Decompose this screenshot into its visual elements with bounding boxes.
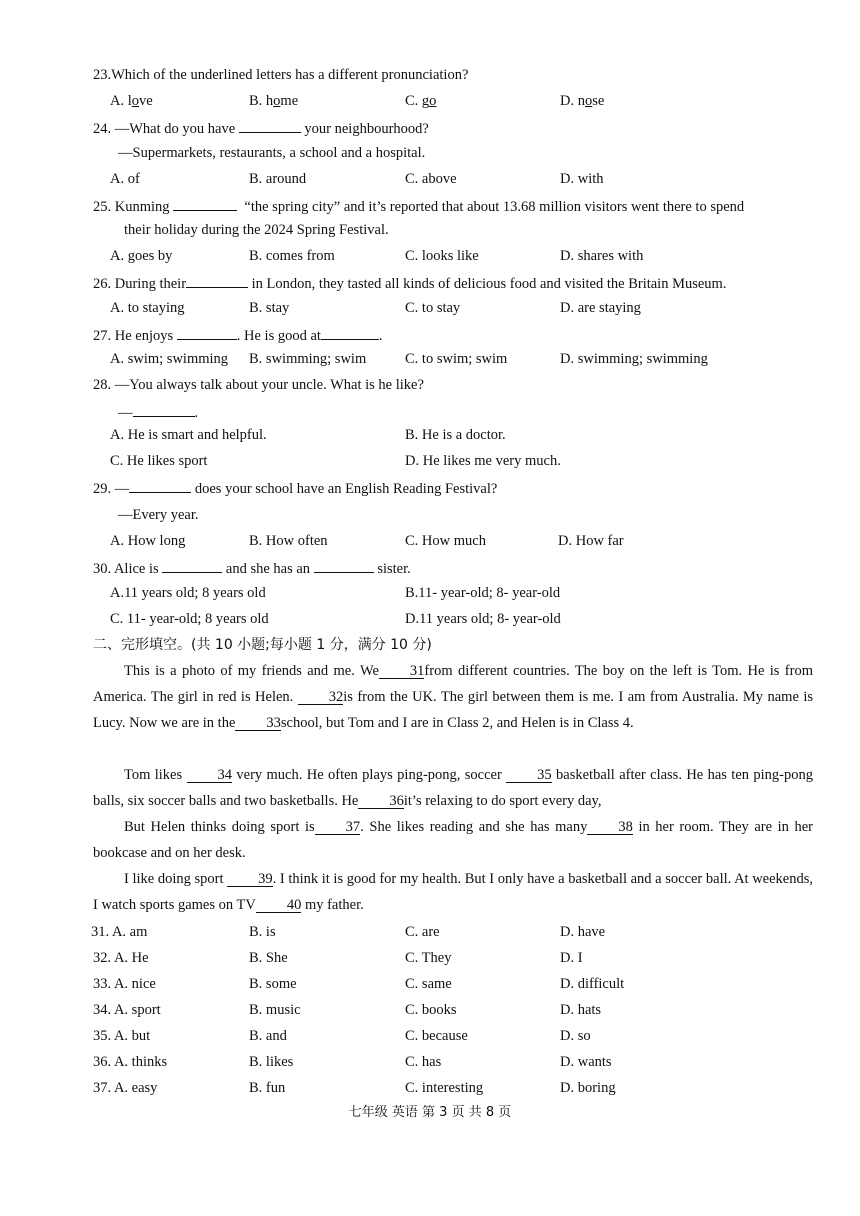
question-25-stem: 25. Kunming “the spring city” and it’s reported that about 13.68 million visitors went there to spend [93,196,744,216]
blank-34: 34 [187,768,233,783]
answer-blank [186,273,248,288]
cloze-32-option-c: C. They [405,950,452,966]
cloze-31-option-c: C. are [405,924,440,940]
cloze-37-option-d: D. boring [560,1080,616,1096]
q24-option-a: A. of [110,171,140,187]
cloze-36-option-a: 36. A. thinks [93,1054,168,1070]
cloze-34-option-d: D. hats [560,1002,602,1018]
blank-35: 35 [506,768,552,783]
q25-option-c: C. looks like [405,248,479,264]
q23-option-b: B. home [249,93,299,109]
cloze-36-option-c: C. has [405,1054,442,1070]
blank-38: 38 [587,820,633,835]
answer-blank [162,558,222,573]
question-28-stem: 28. —You always talk about your uncle. What is he like? [93,377,424,393]
question-26-stem: 26. During their in London, they tasted all kinds of delicious food and visited the Britain Museum. [93,273,726,293]
q28-option-a: A. He is smart and helpful. [110,427,267,443]
q26-option-d: D. are staying [560,300,641,316]
q25-option-a: A. goes by [110,248,173,264]
cloze-34-option-c: C. books [405,1002,457,1018]
cloze-35-option-d: D. so [560,1028,591,1044]
cloze-37-option-a: 37. A. easy [93,1080,158,1096]
cloze-33-option-c: C. same [405,976,452,992]
cloze-32-option-a: 32. A. He [93,950,149,966]
blank-31: 31 [379,664,425,679]
question-24-reply: —Supermarkets, restaurants, a school and a hospital. [118,145,426,161]
q24-option-b: B. around [249,171,307,187]
page-footer: 七年级 英语 第 3 页 共 8 页 [348,1105,512,1120]
cloze-32-option-b: B. She [249,950,288,966]
question-28-reply: — . [118,402,198,422]
cloze-paragraph-2: Tom likes 34 very much. He often plays ping-pong, soccer 35 basketball after class. He has ten ping-pong balls, six soccer balls and two basketballs. He 36it’s relaxing to do sport every day, [93,767,813,809]
q30-option-b: B.11- year-old; 8- year-old [405,585,561,601]
q27-option-a: A. swim; swimming [110,351,229,367]
blank-36: 36 [358,794,404,809]
question-29-reply: —Every year. [118,507,199,523]
cloze-35-option-c: C. because [405,1028,468,1044]
q29-option-b: B. How often [249,533,328,549]
cloze-paragraph-3: But Helen thinks doing sport is 37. She likes reading and she has many 38 in her room. They are in her bookcase and on her desk. [93,819,814,861]
cloze-36-option-b: B. likes [249,1054,294,1070]
q29-option-c: C. How much [405,533,486,549]
cloze-34-option-a: 34. A. sport [93,1002,161,1018]
q28-option-c: C. He likes sport [110,453,208,469]
cloze-36-option-d: D. wants [560,1054,612,1070]
q23-option-a: A. love [110,93,153,109]
answer-blank [321,325,379,340]
q27-option-b: B. swimming; swim [249,351,367,367]
question-24-stem: 24. —What do you have your neighbourhood? [93,118,429,138]
q24-option-d: D. with [560,171,604,187]
blank-37: 37 [315,820,361,835]
q29-option-d: D. How far [558,533,624,549]
cloze-33-option-b: B. some [249,976,297,992]
q30-option-c: C. 11- year-old; 8 years old [110,611,269,627]
q25-option-b: B. comes from [249,248,335,264]
cloze-31-option-a: 31. A. am [91,924,148,940]
q23-option-c: C. go [405,93,437,109]
answer-blank [239,118,301,133]
question-23-stem: 23.Which of the underlined letters has a different pronunciation? [93,67,469,83]
cloze-35-option-a: 35. A. but [93,1028,151,1044]
blank-33: 33 [235,716,281,731]
answer-blank [177,325,237,340]
q29-option-a: A. How long [110,533,186,549]
cloze-35-option-b: B. and [249,1028,287,1044]
q27-option-c: C. to swim; swim [405,351,508,367]
q28-option-b: B. He is a doctor. [405,427,506,443]
cloze-31-option-b: B. is [249,924,276,940]
cloze-37-option-b: B. fun [249,1080,286,1096]
q24-option-c: C. above [405,171,457,187]
cloze-33-option-d: D. difficult [560,976,625,992]
question-30-stem: 30. Alice is and she has an sister. [93,558,411,578]
q27-option-d: D. swimming; swimming [560,351,708,367]
q30-option-a: A.11 years old; 8 years old [110,585,266,601]
cloze-33-option-a: 33. A. nice [93,976,156,992]
question-25-stem-cont: their holiday during the 2024 Spring Festival. [124,222,389,238]
section-2-heading: 二、完形填空。(共 10 小题;每小题 1 分，满分 10 分) [93,637,432,653]
q30-option-d: D.11 years old; 8- year-old [405,611,561,627]
question-27-stem: 27. He enjoys . He is good at . [93,325,383,345]
q26-option-b: B. stay [249,300,290,316]
answer-blank [173,196,237,211]
cloze-31-option-d: D. have [560,924,606,940]
q25-option-d: D. shares with [560,248,644,264]
q26-option-c: C. to stay [405,300,461,316]
cloze-32-option-d: D. I [560,950,583,966]
blank-32: 32 [298,690,344,705]
answer-blank [133,402,195,417]
answer-blank [314,558,374,573]
q23-option-d: D. nose [560,93,605,109]
cloze-34-option-b: B. music [249,1002,301,1018]
q26-option-a: A. to staying [110,300,185,316]
cloze-37-option-c: C. interesting [405,1080,484,1096]
blank-40: 40 [256,898,302,913]
question-29-stem: 29. — does your school have an English Reading Festival? [93,478,497,498]
blank-39: 39 [227,872,273,887]
cloze-paragraph-4: I like doing sport 39. I think it is good for my health. But I only have a basketball and a soccer ball. At weekends, I watch sports games on TV 40 my father. [93,871,814,913]
cloze-paragraph-1: This is a photo of my friends and me. We 31from different countries. The boy on the left is Tom. He is from America. The girl in red is Helen. 32is from the UK. The girl between them is me. I am from Australia. My name is Lucy. Now we are in the 33school, but Tom and I are in Class 2, and Helen is in Class 4. [93,663,813,731]
q28-option-d: D. He likes me very much. [405,453,561,469]
answer-blank [129,478,191,493]
